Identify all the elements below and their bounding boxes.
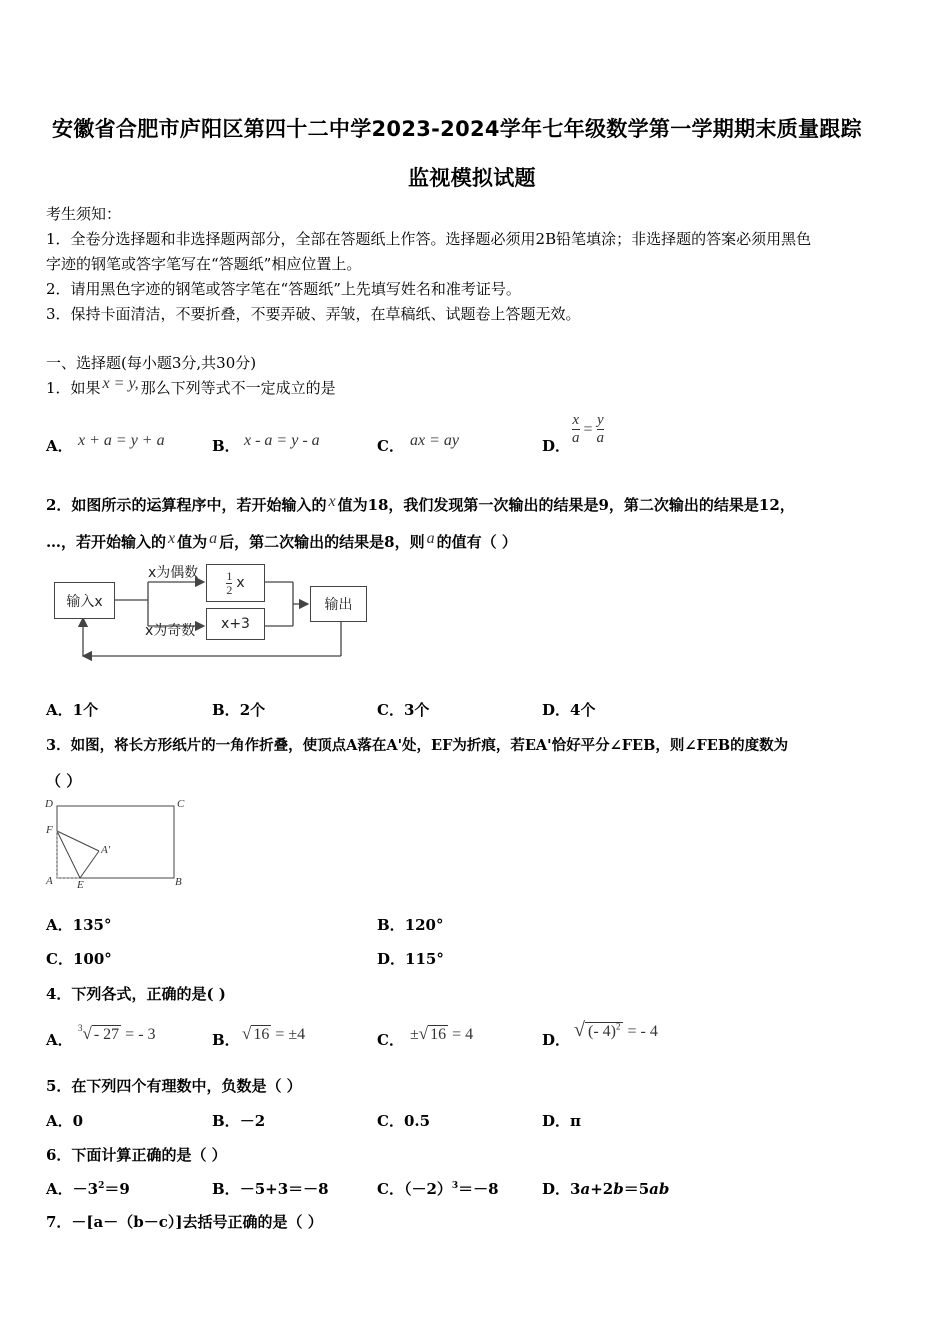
notice-item-3: 3．保持卡面清洁，不要折叠，不要弄破、弄皱，在草稿纸、试题卷上答题无效。 (46, 305, 581, 323)
q1-stem (46, 377, 336, 398)
q2-stem-line-1: 2．如图所示的运算程序中，若开始输入的 x 值为18，我们发现第一次输出的结果是9，第二次输出的结果是12， (46, 493, 795, 514)
notice-item-2: 2．请用黑色字迹的钢笔或答字笔在“答题纸”上先填写姓名和准考证号。 (46, 280, 521, 298)
q3-option-c: C．100° (46, 950, 112, 968)
q6-stem: 6．下面计算正确的是（ ） (46, 1146, 227, 1164)
flow-input-box: 输入x (54, 582, 115, 619)
notice-item-1b: 字迹的钢笔或答字笔写在“答题纸”相应位置上。 (46, 255, 362, 273)
q7-stem: 7．－[a－（b－c）]去括号正确的是（ ） (46, 1213, 323, 1231)
q4-option-c: ±√ 16 = 4 (410, 1024, 474, 1043)
q1-label-a: A． (46, 437, 73, 455)
rectangle-fold-figure (44, 796, 194, 892)
fig-label-D: D (45, 798, 53, 810)
q1-d-frac-1: $\frac{x}{a}$ (572, 412, 580, 446)
q2-option-a: A．1个 (46, 701, 99, 719)
flow-half-box: $\frac{1}{2}$ x (206, 564, 265, 602)
q4-label-d: D． (542, 1031, 571, 1049)
q5-option-b: B．－2 (212, 1112, 266, 1130)
q4-label-a: A． (46, 1031, 73, 1049)
q4-label-b: B． (212, 1031, 240, 1049)
q3-stem-line-2: （ ） (46, 772, 82, 790)
flow-plus3-box: x+3 (206, 608, 265, 640)
flow-odd-label: x为奇数 (145, 623, 196, 639)
q6-option-d: D．3a+2b＝5ab (542, 1180, 670, 1198)
q4-option-a: $^3$√ - 27 = - 3 (78, 1022, 156, 1043)
q4-option-b: √ 16 = ±4 (242, 1024, 306, 1043)
q1-suffix: 那么下列等式不一定成立的是 (140, 379, 336, 397)
q5-option-c: C．0.5 (377, 1112, 431, 1130)
q5-option-d: D．π (542, 1112, 581, 1130)
q1-prefix: 1．如果 (46, 379, 101, 397)
q2-option-c: C．3个 (377, 701, 430, 719)
title-line-2: 监视模拟试题 (408, 166, 536, 190)
q2-flowchart (50, 560, 380, 665)
notice-heading: 考生须知： (46, 205, 122, 223)
fig-label-E: E (77, 879, 84, 891)
q6-option-a: A．$-3^2=9$ (46, 1180, 130, 1198)
q4-label-c: C． (377, 1031, 404, 1049)
q4-stem: 4．下列各式，正确的是( ) (46, 985, 226, 1003)
flow-output-box: 输出 (310, 586, 367, 622)
flow-even-label: x为偶数 (148, 565, 199, 581)
q6-option-b: B．－5+3＝－8 (212, 1180, 329, 1198)
q1-label-c: C． (377, 437, 404, 455)
q2-stem-line-2: …，若开始输入的 x 值为 a 后，第二次输出的结果是8，则 a 的值有（ ） (46, 530, 517, 551)
section-heading: 一、选择题(每小题3分,共30分) (46, 354, 257, 372)
q2-option-d: D．4个 (542, 701, 596, 719)
title-line-1: 安徽省合肥市庐阳区第四十二中学2023-2024学年七年级数学第一学期期末质量跟踪 (52, 117, 862, 141)
q1-condition: x = y, (102, 375, 139, 392)
q1-label-b: B． (212, 437, 240, 455)
q3-figure (44, 796, 194, 892)
fig-label-C: C (177, 798, 185, 810)
notice-item-1a: 1．全卷分选择题和非选择题两部分，全部在答题纸上作答。选择题必须用2B铅笔填涂；非选择题的答案必须用黑色 (46, 230, 812, 248)
q1-label-d: D． (542, 437, 571, 455)
q1-option-b: x - a = y - a (244, 432, 320, 449)
q2-option-b: B．2个 (212, 701, 266, 719)
q5-stem: 5．在下列四个有理数中，负数是（ ） (46, 1077, 302, 1095)
q3-option-a: A．135° (46, 916, 112, 934)
fig-label-A: A (46, 875, 53, 887)
q1-d-frac-2: $\frac{y}{a}$ (596, 412, 605, 446)
fig-label-F: F (46, 824, 53, 836)
q5-option-a: A．0 (46, 1112, 84, 1130)
q1-option-d: $\frac{x}{a}$ = $\frac{y}{a}$ (572, 412, 605, 446)
q3-stem-line-1: 3．如图，将长方形纸片的一角作折叠，使顶点A落在A'处，EF为折痕，若EA'恰好平分∠FEB，则∠FEB的度数为 (46, 737, 789, 754)
q1-option-c: ax = ay (410, 432, 459, 449)
q4-option-d: √ (- 4)$^2$ = - 4 (574, 1019, 658, 1041)
fig-label-A1: A' (101, 844, 111, 856)
q3-option-b: B．120° (377, 916, 444, 934)
q6-option-c: C．$(-2)^3=-8$ (377, 1180, 499, 1198)
q3-option-d: D．115° (377, 950, 444, 968)
q1-option-a: x + a = y + a (78, 432, 165, 449)
fig-label-B: B (175, 876, 182, 888)
